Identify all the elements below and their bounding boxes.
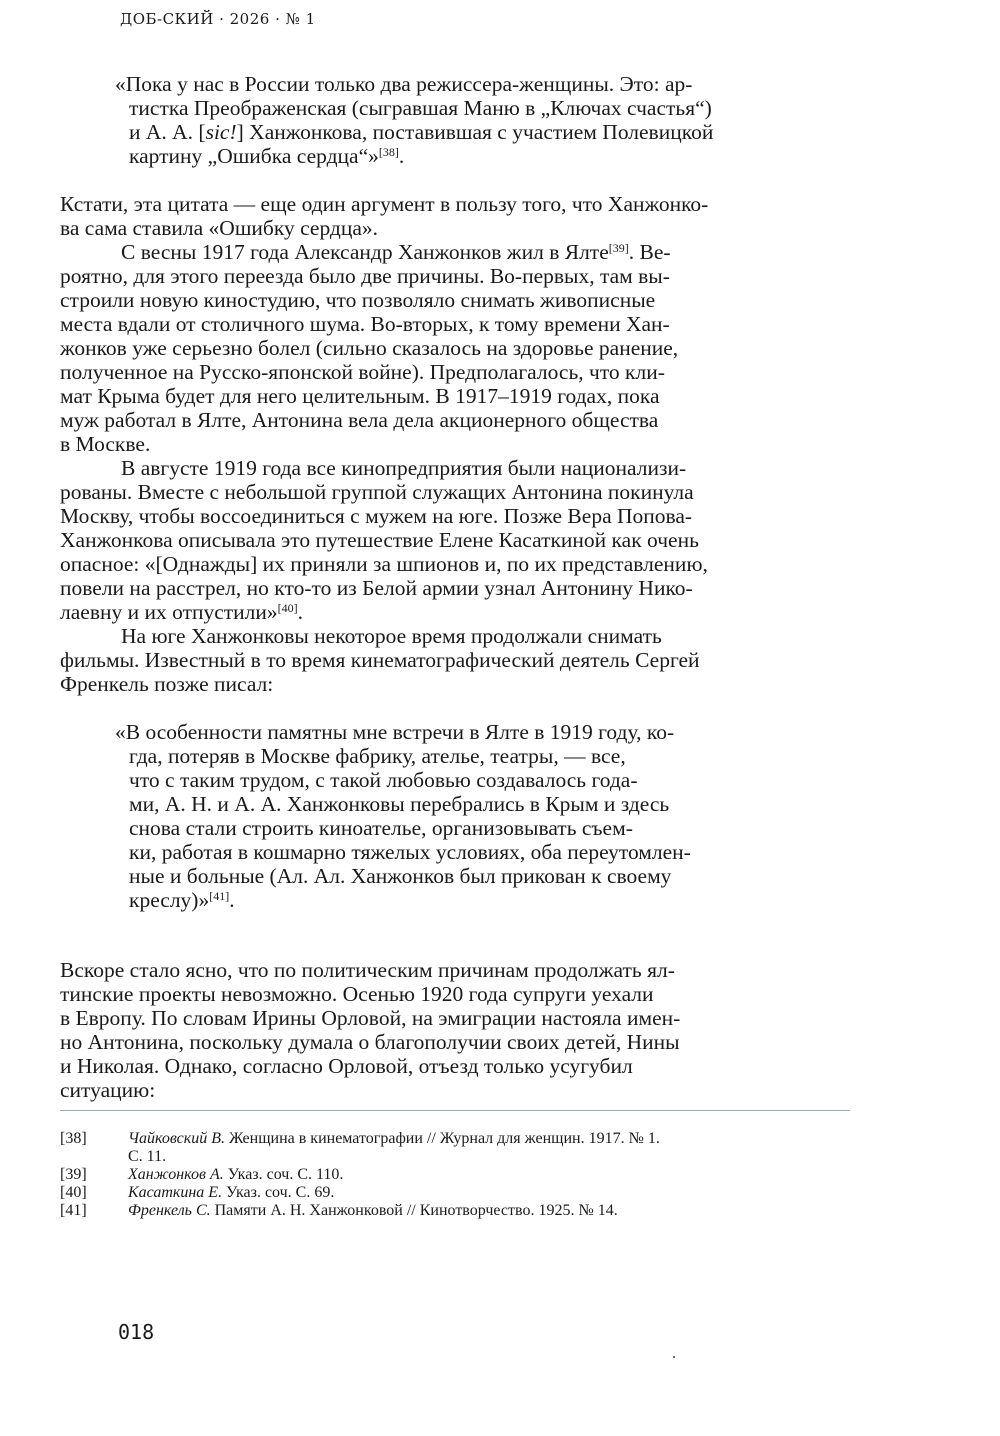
footnote-text: Френкель С. Памяти А. Н. Ханжонковой // Кинотворчество. 1925. № 14. [128, 1202, 618, 1219]
body-line: полученное на Русско-японской войне). Предполагалось, что кли- [60, 360, 665, 384]
body-line: в Европу. По словам Ирины Орловой, на эмиграции настояла имен- [60, 1006, 681, 1030]
body-line: Кстати, эта цитата — еще один аргумент в пользу того, что Ханжонко- [60, 192, 709, 216]
body-line: и Николая. Однако, согласно Орловой, отъезд только усугубил [60, 1054, 633, 1078]
quote-line: ные и больные (Ал. Ал. Ханжонков был прикован к своему [129, 864, 672, 888]
footnote-number: [41] [60, 1202, 87, 1219]
body-line: роятно, для этого переезда было две причины. Во-первых, там вы- [60, 264, 670, 288]
body-line: Френкель позже писал: [60, 672, 274, 696]
body-line: ситуацию: [60, 1078, 156, 1102]
quote-line: гда, потеряв в Москве фабрику, ателье, театры, — все, [129, 744, 626, 768]
footnote-text: Ханжонков А. Указ. соч. С. 110. [128, 1166, 344, 1183]
scan-speck [673, 1356, 675, 1358]
body-line: но Антонина, поскольку думала о благополучии своих детей, Нины [60, 1030, 680, 1054]
body-line: Вскоре стало ясно, что по политическим причинам продолжать ял- [60, 958, 675, 982]
body-line: места вдали от столичного шума. Во-вторых, к тому времени Хан- [60, 312, 670, 336]
footnote-text: Чайковский В. Женщина в кинематографии // Журнал для женщин. 1917. № 1. [128, 1130, 660, 1147]
footnote-author: Френкель С. [128, 1202, 211, 1219]
body-line: мат Крыма будет для него целительным. В 1917–1919 годах, пока [60, 384, 660, 408]
quote-line: креслу)»[41]. [129, 888, 235, 912]
body-line: Ханжонкова описывала это путешествие Елене Касаткиной как очень [60, 528, 699, 552]
sic-emphasis: sic! [205, 120, 237, 144]
quote-line: снова стали строить киноателье, организовывать съем- [129, 816, 633, 840]
body-line: муж работал в Ялте, Антонина вела дела акционерного общества [60, 408, 659, 432]
quote-line: тистка Преображенская (сыгравшая Маню в „Ключах счастья“) [129, 96, 712, 120]
body-line: тинские проекты невозможно. Осенью 1920 года супруги уехали [60, 982, 654, 1006]
footnote-ref: [40] [277, 601, 298, 615]
quote-line: ки, работая в кошмарно тяжелых условиях, оба переутомлен- [129, 840, 691, 864]
quote-line: и А. А. [sic!] Ханжонкова, поставившая с участием Полевицкой [129, 120, 714, 144]
body-line: опасное: «[Однажды] их приняли за шпионов и, по их представлению, [60, 552, 708, 576]
body-line: повели на расстрел, но кто-то из Белой армии узнал Антонину Нико- [60, 576, 693, 600]
body-line: Москву, чтобы воссоединиться с мужем на юге. Позже Вера Попова- [60, 504, 693, 528]
footnote-text-continued: С. 11. [128, 1148, 167, 1165]
footnote-ref: [38] [378, 145, 399, 159]
footnote-divider [60, 1110, 850, 1111]
body-line: В августе 1919 года все кинопредприятия были национализи- [121, 456, 687, 480]
quote-line: ми, А. Н. и А. А. Ханжонковы перебрались в Крым и здесь [129, 792, 670, 816]
footnote-author: Ханжонков А. [128, 1166, 224, 1183]
body-line: строили новую киностудию, что позволяло снимать живописные [60, 288, 656, 312]
quote-line: что с таким трудом, с такой любовью создавалось года- [129, 768, 638, 792]
body-line: ва сама ставила «Ошибку сердца». [60, 216, 379, 240]
quote-line: «Пока у нас в России только два режиссера-женщины. Это: ар- [115, 72, 693, 96]
body-line: в Москве. [60, 432, 151, 456]
page-number: 018 [118, 1320, 155, 1344]
running-head: ДОБ-СКИЙ · 2026 · № 1 [120, 10, 316, 28]
body-line: фильмы. Известный в то время кинематографический деятель Сергей [60, 648, 700, 672]
footnote-ref: [41] [209, 889, 230, 903]
footnote-ref: [39] [608, 241, 629, 255]
footnote-author: Касаткина Е. [128, 1184, 223, 1201]
footnote-number: [40] [60, 1184, 87, 1201]
body-line: На юге Ханжонковы некоторое время продолжали снимать [121, 624, 662, 648]
body-line: лаевну и их отпустили»[40]. [60, 600, 304, 624]
footnote-author: Чайковский В. [128, 1130, 225, 1147]
body-line: жонков уже серьезно болел (сильно сказалось на здоровье ранение, [60, 336, 679, 360]
footnote-number: [38] [60, 1130, 87, 1147]
body-line: С весны 1917 года Александр Ханжонков жил в Ялте[39]. Ве- [121, 240, 671, 264]
footnote-text: Касаткина Е. Указ. соч. С. 69. [128, 1184, 335, 1201]
quote-line: картину „Ошибка сердца“»[38]. [129, 144, 405, 168]
quote-line: «В особенности памятны мне встречи в Ялте в 1919 году, ко- [115, 720, 675, 744]
body-line: рованы. Вместе с небольшой группой служащих Антонина покинула [60, 480, 694, 504]
footnote-number: [39] [60, 1166, 87, 1183]
